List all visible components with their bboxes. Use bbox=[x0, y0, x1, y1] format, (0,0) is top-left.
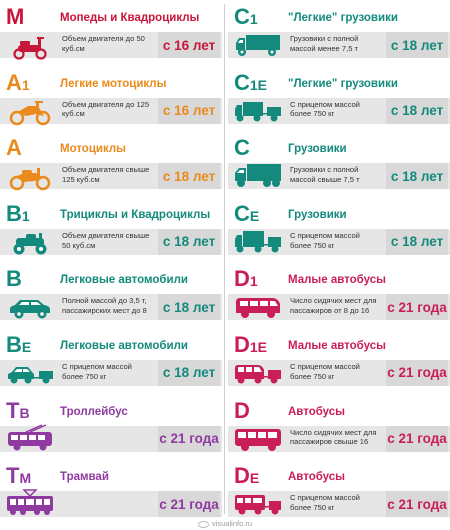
minibus-icon bbox=[228, 294, 284, 320]
category-name: "Легкие" грузовики bbox=[288, 77, 398, 90]
category-code bbox=[234, 268, 288, 292]
category-details bbox=[0, 426, 222, 452]
minimum-age: с 21 года bbox=[158, 426, 220, 452]
category-header bbox=[234, 465, 450, 489]
footer bbox=[0, 519, 450, 528]
category-details bbox=[228, 32, 450, 58]
category-description: С прицепом массой более 750 кг bbox=[62, 361, 132, 381]
category-code bbox=[234, 200, 288, 227]
category-header bbox=[6, 331, 222, 358]
category-subscript: E bbox=[249, 207, 260, 224]
category-header bbox=[6, 268, 222, 292]
category-letter: C bbox=[234, 135, 250, 161]
category-letter: A bbox=[6, 135, 22, 161]
category-letter: B bbox=[6, 266, 22, 292]
category-subscript: E bbox=[249, 470, 260, 487]
license-category bbox=[228, 0, 450, 66]
bus-with-trailer-icon bbox=[228, 491, 284, 517]
category-header bbox=[234, 397, 450, 424]
category-header bbox=[234, 69, 450, 96]
category-code bbox=[234, 397, 288, 424]
category-header bbox=[6, 137, 222, 161]
category-description: Объем двигателя до 50 куб.см bbox=[62, 34, 145, 53]
category-description: Число сидячих мест для пассажиров от 8 до 16 bbox=[290, 296, 377, 316]
minimum-age: с 18 лет bbox=[386, 163, 448, 189]
minimum-age: с 18 лет bbox=[158, 163, 220, 189]
minimum-age: с 18 лет bbox=[386, 32, 448, 58]
minimum-age: с 21 года bbox=[386, 491, 448, 517]
category-name: Легковые автомобили bbox=[60, 274, 188, 287]
category-letter: B bbox=[6, 200, 22, 226]
category-subscript: B bbox=[19, 404, 30, 421]
license-category bbox=[0, 131, 222, 197]
category-name: Легковые автомобили bbox=[60, 339, 188, 352]
category-subscript: 1 bbox=[249, 273, 258, 290]
category-subscript: 1 bbox=[249, 11, 258, 27]
category-description: Грузовики с полной массой менее 7,5 т bbox=[290, 34, 359, 53]
license-category bbox=[228, 328, 450, 394]
category-name: Трамвай bbox=[60, 471, 109, 484]
category-description: С прицепом массой более 750 кг bbox=[290, 361, 360, 381]
category-code bbox=[6, 465, 60, 489]
category-letter: D bbox=[234, 463, 250, 489]
category-description: С прицепом массой более 750 кг bbox=[290, 99, 360, 119]
category-name: Трициклы и Квадроциклы bbox=[60, 208, 211, 221]
category-subscript: M bbox=[19, 470, 32, 487]
license-category bbox=[0, 66, 222, 132]
category-details bbox=[228, 294, 450, 320]
category-description: С прицепом массой более 750 кг bbox=[290, 493, 360, 512]
category-code bbox=[234, 69, 288, 96]
light-truck-icon bbox=[228, 32, 284, 58]
category-letter: C bbox=[234, 200, 250, 226]
license-category bbox=[0, 459, 222, 525]
category-letter: B bbox=[6, 331, 22, 357]
category-code bbox=[6, 137, 60, 161]
light-motorcycle-icon bbox=[0, 98, 56, 124]
category-details bbox=[228, 229, 450, 255]
category-header bbox=[6, 6, 222, 30]
category-details bbox=[228, 426, 450, 452]
minimum-age: с 18 лет bbox=[386, 98, 448, 124]
category-letter: M bbox=[6, 4, 25, 29]
license-category bbox=[0, 197, 222, 263]
category-header bbox=[234, 200, 450, 227]
license-category bbox=[228, 459, 450, 525]
category-code bbox=[234, 137, 288, 161]
category-header bbox=[234, 268, 450, 292]
category-details bbox=[0, 32, 222, 58]
category-header bbox=[6, 465, 222, 489]
category-letter: T bbox=[6, 463, 20, 489]
category-code bbox=[6, 268, 60, 292]
category-code bbox=[6, 200, 60, 227]
category-description: С прицепом массой более 750 кг bbox=[290, 230, 360, 250]
moped-icon bbox=[0, 32, 56, 58]
category-header bbox=[6, 200, 222, 227]
category-name: Грузовики bbox=[288, 143, 347, 156]
license-category bbox=[228, 66, 450, 132]
quad-bike-icon bbox=[0, 229, 56, 255]
left-column bbox=[0, 0, 222, 525]
category-header bbox=[234, 137, 450, 161]
minimum-age: с 21 года bbox=[386, 360, 448, 386]
category-details bbox=[0, 294, 222, 320]
category-header bbox=[6, 397, 222, 424]
minimum-age: с 21 года bbox=[386, 294, 448, 320]
category-name: Мотоциклы bbox=[60, 143, 126, 156]
category-code bbox=[6, 6, 60, 30]
bus-icon bbox=[228, 426, 284, 452]
category-details bbox=[0, 491, 222, 517]
category-header bbox=[234, 331, 450, 358]
category-letter: D bbox=[234, 266, 250, 292]
light-truck-with-trailer-icon bbox=[228, 98, 284, 124]
category-description: Полной массой до 3,5 т, пассажирских мест до 8 bbox=[62, 296, 147, 316]
category-description: Объем двигателя до 125 куб.см bbox=[62, 99, 150, 119]
minimum-age: с 18 лет bbox=[158, 360, 220, 386]
license-category bbox=[0, 0, 222, 66]
license-category bbox=[228, 131, 450, 197]
category-letter: T bbox=[6, 397, 20, 423]
category-subscript: 1 bbox=[21, 76, 30, 93]
category-details bbox=[228, 98, 450, 124]
minimum-age: с 16 лет bbox=[158, 32, 220, 58]
minimum-age: с 18 лет bbox=[158, 229, 220, 255]
category-description: Грузовики с полной массой свыше 7,5 т bbox=[290, 165, 360, 184]
column-divider bbox=[224, 4, 225, 514]
category-name: Легкие мотоциклы bbox=[60, 77, 167, 90]
truck-with-trailer-icon bbox=[228, 229, 284, 255]
category-description: Объем двигателя свыше 50 куб.см bbox=[62, 230, 150, 250]
category-name: Автобусы bbox=[288, 405, 346, 418]
category-code bbox=[6, 331, 60, 358]
category-code bbox=[6, 397, 60, 424]
license-category bbox=[0, 328, 222, 394]
category-details bbox=[228, 360, 450, 386]
license-category bbox=[228, 262, 450, 328]
category-name: Малые автобусы bbox=[288, 274, 386, 287]
minimum-age: с 21 года bbox=[386, 426, 448, 452]
category-subscript: 1E bbox=[249, 76, 268, 93]
category-details bbox=[0, 360, 222, 386]
license-category bbox=[0, 394, 222, 460]
category-letter: C bbox=[234, 4, 250, 29]
category-header bbox=[6, 69, 222, 96]
license-category bbox=[228, 197, 450, 263]
car-with-trailer-icon bbox=[0, 360, 56, 386]
license-category bbox=[228, 394, 450, 460]
car-icon bbox=[0, 294, 56, 320]
category-code bbox=[6, 69, 60, 96]
category-description: Число сидячих мест для пассажиров свыше 16 bbox=[290, 427, 377, 447]
category-code bbox=[234, 331, 288, 358]
category-name: Автобусы bbox=[288, 471, 346, 484]
category-details bbox=[0, 163, 222, 189]
footer-site: visualinfo.ru bbox=[211, 519, 253, 528]
category-name: Мопеды и Квадроциклы bbox=[60, 12, 200, 24]
right-column bbox=[228, 0, 450, 525]
truck-icon bbox=[228, 163, 284, 189]
category-details bbox=[0, 229, 222, 255]
category-name: Троллейбус bbox=[60, 405, 128, 418]
category-code bbox=[234, 465, 288, 489]
category-subscript: 1 bbox=[21, 207, 30, 224]
category-details bbox=[228, 491, 450, 517]
minimum-age: с 16 лет bbox=[158, 98, 220, 124]
category-letter: D bbox=[234, 397, 250, 423]
eye-logo-icon bbox=[198, 521, 209, 528]
category-letter: C bbox=[234, 69, 250, 95]
category-letter: D bbox=[234, 331, 250, 357]
minibus-with-trailer-icon bbox=[228, 360, 284, 386]
category-name: Малые автобусы bbox=[288, 339, 386, 352]
category-details bbox=[0, 98, 222, 124]
category-subscript: 1E bbox=[249, 338, 268, 355]
minimum-age: с 21 года bbox=[158, 491, 220, 517]
category-letter: A bbox=[6, 69, 22, 95]
license-category bbox=[0, 262, 222, 328]
minimum-age: с 18 лет bbox=[386, 229, 448, 255]
minimum-age: с 18 лет bbox=[158, 294, 220, 320]
category-name: Грузовики bbox=[288, 208, 347, 221]
tram-icon bbox=[0, 491, 56, 517]
trolleybus-icon bbox=[0, 426, 56, 452]
motorcycle-icon bbox=[0, 163, 56, 189]
category-subscript: E bbox=[21, 338, 32, 355]
category-details bbox=[228, 163, 450, 189]
category-name: "Легкие" грузовики bbox=[288, 12, 398, 24]
category-code bbox=[234, 6, 288, 30]
category-header bbox=[234, 6, 450, 30]
category-description: Объем двигателя свыше 125 куб.см bbox=[62, 165, 150, 184]
